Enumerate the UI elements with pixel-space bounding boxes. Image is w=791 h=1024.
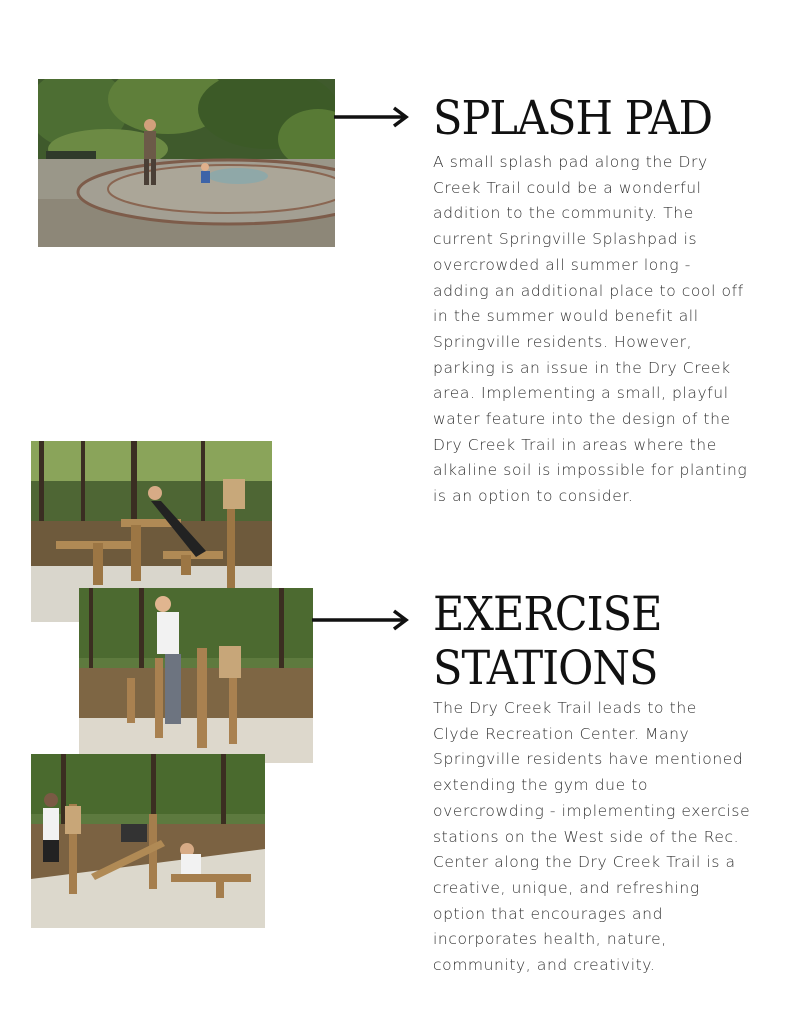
text-line: stations on the West side of the Rec. [433, 827, 740, 846]
exercise-photo-parallel-bars [79, 588, 313, 763]
text-line: incorporates health, nature, [433, 930, 667, 949]
splash-pad-description [433, 150, 753, 510]
heading-line: STATIONS [433, 642, 658, 696]
text-line: creative, unique, and refreshing [433, 878, 700, 897]
right-arrow-icon [334, 106, 410, 128]
text-line: extending the gym due to [433, 776, 649, 795]
text-line: The Dry Creek Trail leads to the [433, 699, 697, 717]
text-line: overcrowding - implementing exercise [433, 801, 751, 820]
text-line: adding an additional place to cool off [433, 281, 744, 300]
text-line: current Springville Splashpad is [433, 230, 698, 249]
splash-pad-heading: SPLASH PAD [433, 92, 713, 146]
text-line: in the summer would benefit all [433, 307, 699, 326]
text-line: A small splash pad along the Dry [433, 153, 708, 171]
exercise-photo-situp-board [31, 754, 265, 928]
exercise-stations-description [433, 696, 753, 979]
exercise-stations-heading [433, 588, 662, 696]
text-line: community, and creativity. [433, 956, 656, 975]
text-line: Clyde Recreation Center. Many [433, 724, 690, 743]
text-line: Springville residents have mentioned [433, 750, 744, 769]
text-line: alkaline soil is impossible for planting [433, 461, 748, 480]
splash-pad-photo [38, 79, 335, 247]
text-line: addition to the community. The [433, 204, 694, 223]
text-line: Dry Creek Trail in areas where the [433, 435, 717, 454]
right-arrow-icon [312, 609, 410, 631]
text-line: is an option to consider. [433, 487, 634, 506]
text-line: water feature into the design of the [433, 410, 731, 429]
text-line: option that encourages and [433, 904, 664, 923]
heading-line: EXERCISE [433, 588, 662, 642]
text-line: parking is an issue in the Dry Creek [433, 358, 731, 377]
text-line: Creek Trail could be a wonderful [433, 178, 702, 197]
text-line: overcrowded all summer long - [433, 255, 691, 274]
text-line: Center along the Dry Creek Trail is a [433, 853, 736, 872]
text-line: Springville residents. However, [433, 332, 693, 351]
text-line: area. Implementing a small, playful [433, 384, 729, 403]
